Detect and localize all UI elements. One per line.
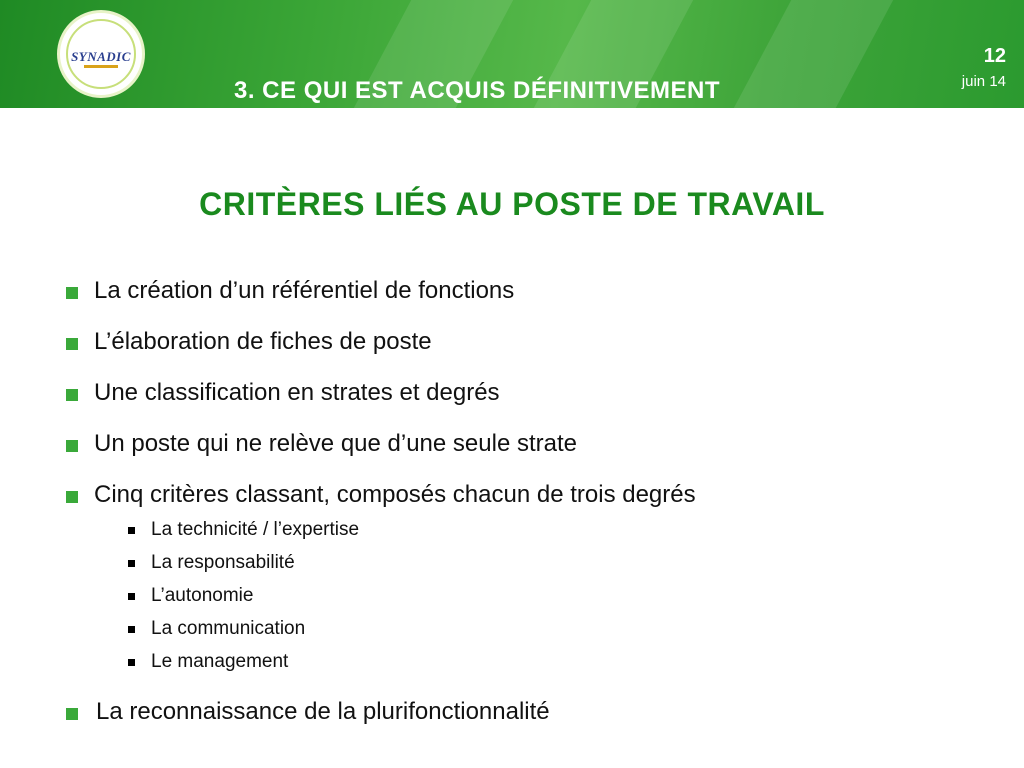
black-square-bullet-icon xyxy=(128,659,135,666)
sub-bullet-item xyxy=(66,650,986,683)
black-square-bullet-icon xyxy=(128,560,135,567)
section-title: 3. CE QUI EST ACQUIS DÉFINITIVEMENT xyxy=(234,77,720,104)
sub-bullet-text: Le management xyxy=(151,651,289,672)
synadic-logo xyxy=(57,10,145,98)
sub-bullet-item xyxy=(66,617,986,650)
logo-text: SYNADIC xyxy=(71,49,131,64)
bullet-text: Un poste qui ne relève que d’une seule strate xyxy=(94,430,577,457)
sub-bullet-list xyxy=(66,518,986,683)
logo-underline xyxy=(84,65,118,68)
bullet-item xyxy=(66,429,986,480)
sub-bullet-item xyxy=(66,518,986,551)
green-square-bullet-icon xyxy=(66,338,78,350)
green-square-bullet-icon xyxy=(66,389,78,401)
sub-bullet-item xyxy=(66,551,986,584)
sub-bullet-item xyxy=(66,584,986,617)
sub-bullet-text: La communication xyxy=(151,618,306,639)
black-square-bullet-icon xyxy=(128,626,135,633)
sub-bullet-text: L’autonomie xyxy=(151,585,254,606)
sub-bullet-text: La responsabilité xyxy=(151,552,295,573)
bullet-text: L’élaboration de fiches de poste xyxy=(94,328,432,355)
slide-title: CRITÈRES LIÉS AU POSTE DE TRAVAIL xyxy=(199,186,825,222)
header-banner xyxy=(0,0,1024,108)
black-square-bullet-icon xyxy=(128,593,135,600)
bullet-item xyxy=(66,276,986,327)
green-square-bullet-icon xyxy=(66,491,78,503)
bullet-text: La création d’un référentiel de fonctions xyxy=(94,277,515,304)
bullet-item-last xyxy=(66,697,966,729)
black-square-bullet-icon xyxy=(128,527,135,534)
bullet-text: Cinq critères classant, composés chacun de trois degrés xyxy=(94,481,696,508)
bullet-list xyxy=(66,276,986,683)
green-square-bullet-icon xyxy=(66,708,78,720)
bullet-text: La reconnaissance de la plurifonctionnalité xyxy=(96,698,550,725)
bullet-item xyxy=(66,378,986,429)
bullet-item xyxy=(66,480,986,518)
green-square-bullet-icon xyxy=(66,440,78,452)
bullet-item xyxy=(66,327,986,378)
banner-light-ray xyxy=(704,0,906,108)
sub-bullet-text: La technicité / l’expertise xyxy=(151,519,360,540)
page-number: 12 xyxy=(983,45,1006,67)
slide-date: juin 14 xyxy=(961,73,1006,90)
bullet-text: Une classification en strates et degrés xyxy=(94,379,500,406)
green-square-bullet-icon xyxy=(66,287,78,299)
